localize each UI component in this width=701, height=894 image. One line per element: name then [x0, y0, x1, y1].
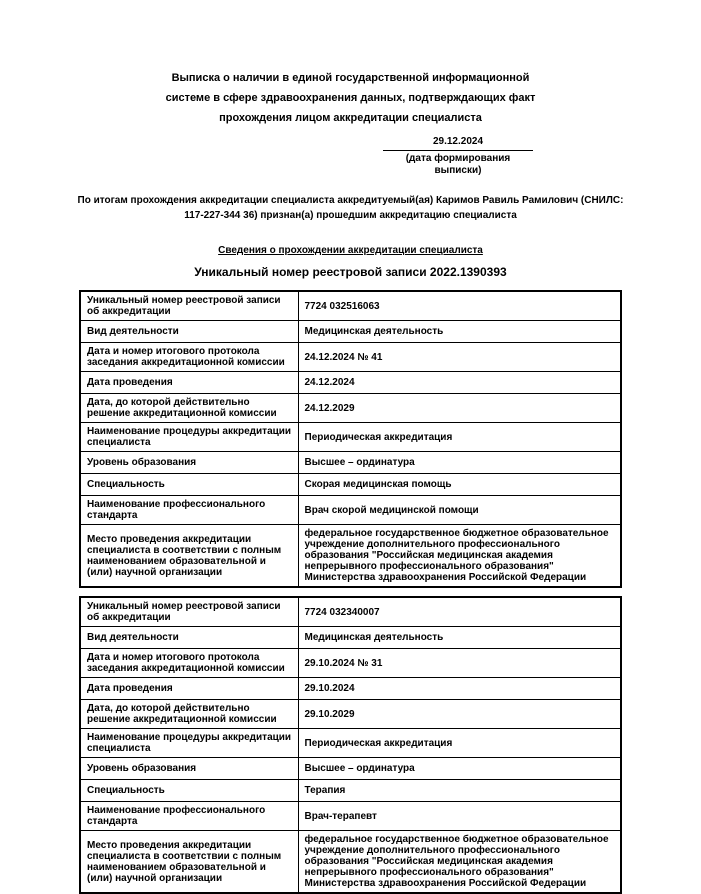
row-label: Дата проведения	[80, 372, 298, 394]
table-row	[80, 780, 621, 802]
row-label: Специальность	[80, 780, 298, 802]
row-label: Уровень образования	[80, 452, 298, 474]
document-title: Выписка о наличии в единой государственной информационной системе в сфере здравоохранения данных, подтверждающих факт прохождения лицом аккредитации специалиста	[165, 72, 536, 124]
intro-paragraph: По итогам прохождения аккредитации специалиста аккредитуемый(ая) Каримов Равиль Рамилович (СНИЛС: 117-227-344 36) признан(а) прошедшим аккредитацию специалиста	[77, 195, 624, 221]
table-row	[80, 452, 621, 474]
row-value: Медицинская деятельность	[298, 627, 621, 649]
row-label: Место проведения аккредитации специалиста в соответствии с полным наименованием образовательной и (или) научной организации	[80, 831, 298, 894]
row-label: Специальность	[80, 474, 298, 496]
accreditation-record-table-1	[79, 290, 622, 588]
table-row	[80, 802, 621, 831]
row-label: Дата, до которой действительно решение аккредитационной комиссии	[80, 394, 298, 423]
row-value: Скорая медицинская помощь	[298, 474, 621, 496]
row-label: Дата проведения	[80, 678, 298, 700]
row-value: Периодическая аккредитация	[298, 729, 621, 758]
table-row	[80, 474, 621, 496]
row-value: Высшее – ординатура	[298, 452, 621, 474]
table-row	[80, 394, 621, 423]
table-row	[80, 321, 621, 343]
row-value: Медицинская деятельность	[298, 321, 621, 343]
record-number-heading: Уникальный номер реестровой записи 2022.1390393	[194, 265, 507, 279]
issue-date: 29.12.2024	[383, 136, 533, 151]
row-label: Наименование процедуры аккредитации специалиста	[80, 423, 298, 452]
row-value: Врач-терапевт	[298, 802, 621, 831]
row-value: 24.12.2024	[298, 372, 621, 394]
row-value: Высшее – ординатура	[298, 758, 621, 780]
issue-date-block	[383, 136, 533, 177]
table-row	[80, 729, 621, 758]
section-heading: Сведения о прохождении аккредитации специалиста	[218, 245, 483, 256]
row-value: федеральное государственное бюджетное образовательное учреждение дополнительного профессионального образования "Российская медицинская академия непрерывного профессионального образования" Министерства здравоохранения Российской Федерации	[298, 831, 621, 894]
table-row	[80, 291, 621, 321]
row-value: 29.10.2029	[298, 700, 621, 729]
row-value: 24.12.2029	[298, 394, 621, 423]
accreditation-record-table-2	[79, 596, 622, 894]
issue-date-caption: (дата формирования выписки)	[405, 153, 511, 176]
row-label: Вид деятельности	[80, 321, 298, 343]
table-row	[80, 597, 621, 627]
row-label: Уникальный номер реестровой записи об аккредитации	[80, 597, 298, 627]
table-row	[80, 678, 621, 700]
row-value: Врач скорой медицинской помощи	[298, 496, 621, 525]
table-row	[80, 627, 621, 649]
row-value: 29.10.2024 № 31	[298, 649, 621, 678]
table-row	[80, 496, 621, 525]
row-value: федеральное государственное бюджетное образовательное учреждение дополнительного профессионального образования "Российская медицинская академия непрерывного профессионального образования" Министерства здравоохранения Российской Федерации	[298, 525, 621, 588]
row-label: Наименование профессионального стандарта	[80, 802, 298, 831]
row-value: 24.12.2024 № 41	[298, 343, 621, 372]
row-label: Уникальный номер реестровой записи об аккредитации	[80, 291, 298, 321]
table-row	[80, 525, 621, 588]
row-label: Место проведения аккредитации специалиста в соответствии с полным наименованием образовательной и (или) научной организации	[80, 525, 298, 588]
table-row	[80, 372, 621, 394]
row-label: Дата, до которой действительно решение аккредитационной комиссии	[80, 700, 298, 729]
row-value: 7724 032340007	[298, 597, 621, 627]
row-label: Наименование профессионального стандарта	[80, 496, 298, 525]
table-row	[80, 423, 621, 452]
table-row	[80, 831, 621, 894]
row-value: Терапия	[298, 780, 621, 802]
table-row	[80, 758, 621, 780]
table-row	[80, 649, 621, 678]
row-label: Дата и номер итогового протокола заседания аккредитационной комиссии	[80, 343, 298, 372]
row-value: Периодическая аккредитация	[298, 423, 621, 452]
row-label: Дата и номер итогового протокола заседания аккредитационной комиссии	[80, 649, 298, 678]
table-row	[80, 343, 621, 372]
table-row	[80, 700, 621, 729]
row-label: Вид деятельности	[80, 627, 298, 649]
row-value: 29.10.2024	[298, 678, 621, 700]
row-value: 7724 032516063	[298, 291, 621, 321]
row-label: Уровень образования	[80, 758, 298, 780]
row-label: Наименование процедуры аккредитации специалиста	[80, 729, 298, 758]
